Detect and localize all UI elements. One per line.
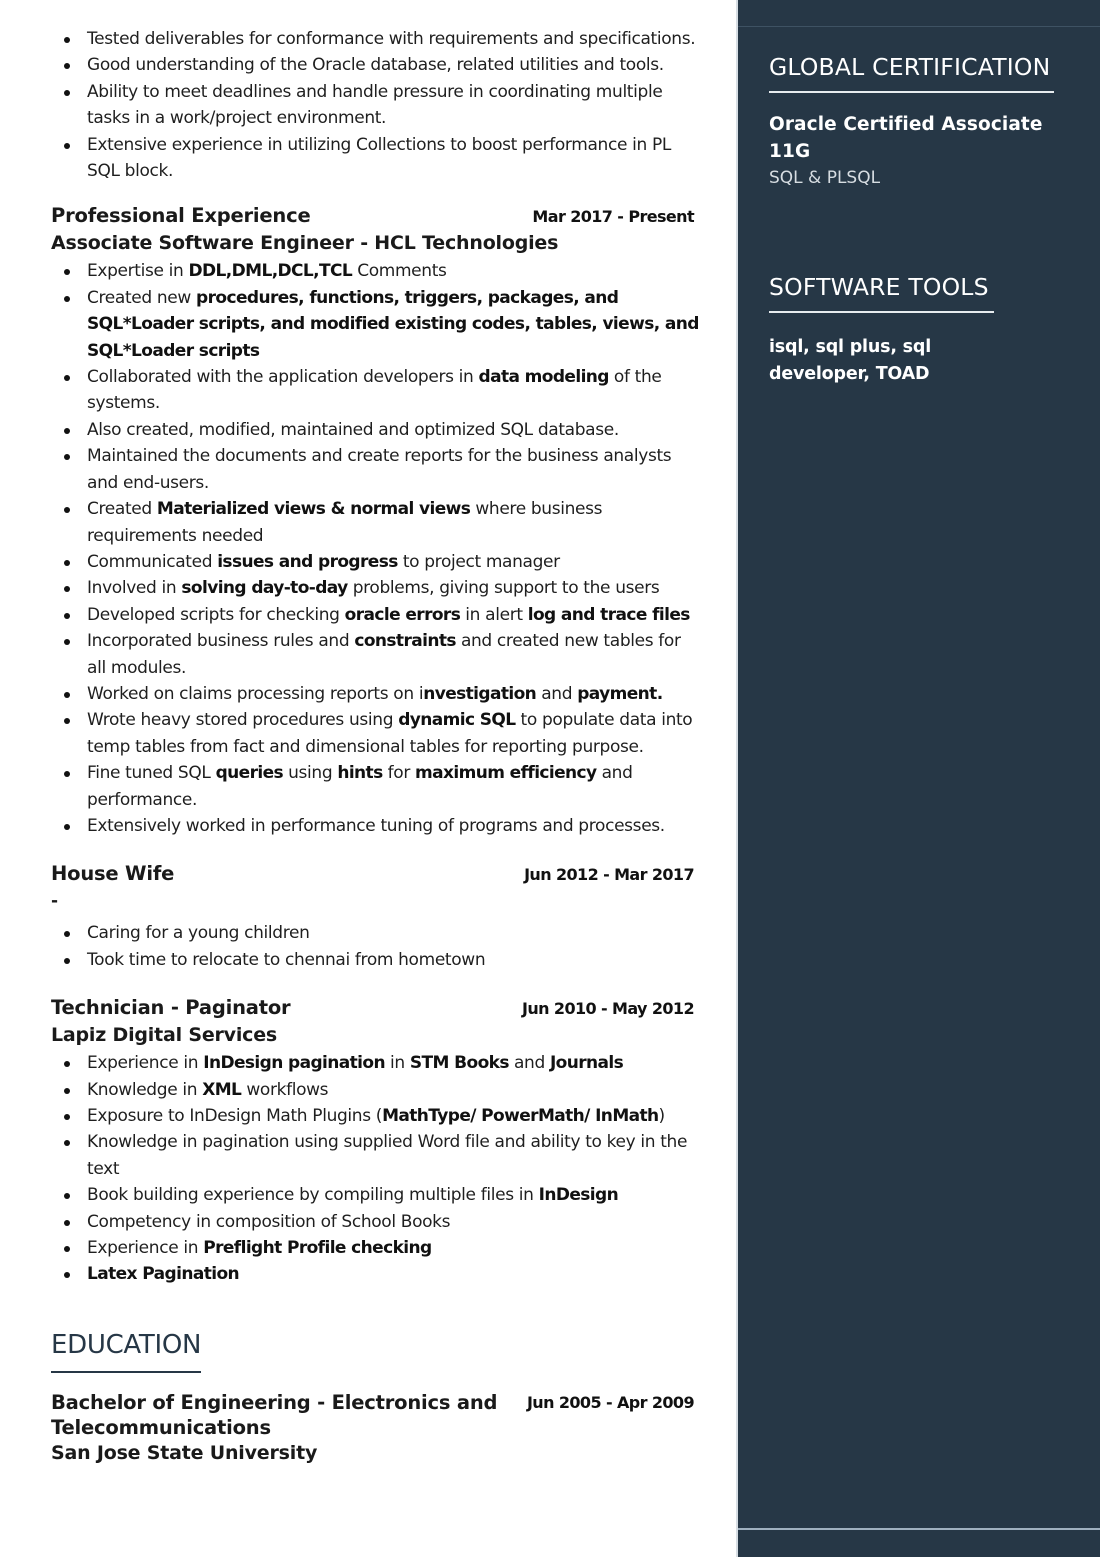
job-entry — [51, 203, 701, 839]
job-date: Jun 2012 - Mar 2017 — [524, 865, 694, 885]
emphasis: DDL,DML,DCL,TCL — [188, 261, 353, 282]
list-item: Incorporated business rules and constraints and created new tables for all modules. — [51, 628, 701, 681]
education-heading: EDUCATION — [51, 1329, 202, 1360]
list-item: Extensively worked in performance tuning of programs and processes. — [51, 813, 701, 839]
education-heading-rule — [51, 1371, 201, 1373]
emphasis: Materialized views & normal views — [156, 499, 471, 520]
page-seam — [738, 26, 1100, 27]
certification-section — [769, 52, 1054, 192]
job-entry — [51, 861, 701, 973]
education-date: Jun 2005 - Apr 2009 — [526, 1392, 694, 1412]
job-company: Associate Software Engineer - HCL Technologies — [51, 232, 559, 255]
software-tools-heading: SOFTWARE TOOLS — [769, 273, 989, 301]
emphasis: Journals — [549, 1053, 624, 1074]
emphasis: log and trace files — [527, 604, 690, 625]
certification-heading-rule — [769, 91, 1054, 93]
list-item: Fine tuned SQL queries using hints for maximum efficiency and performance. — [51, 760, 701, 813]
job-company: - — [51, 891, 59, 912]
list-item: Involved in solving day-to-day problems, giving support to the users — [51, 575, 701, 601]
emphasis: nvestigation — [423, 683, 537, 704]
emphasis: Preflight Profile checking — [203, 1238, 432, 1259]
emphasis: MathType/ PowerMath/ InMath — [382, 1106, 659, 1126]
certification-name: Oracle Certified Associate 11G — [769, 114, 1043, 162]
list-item: Wrote heavy stored procedures using dynamic SQL to populate data into temp tables from fact and dimensional tables for reporting purpose. — [51, 707, 701, 760]
job-title: House Wife — [51, 862, 175, 886]
emphasis: issues and progress — [217, 551, 398, 572]
list-item: Expertise in DDL,DML,DCL,TCL Comments — [51, 258, 701, 284]
emphasis: solving day-to-day — [181, 578, 348, 599]
emphasis: maximum efficiency — [415, 763, 597, 784]
emphasis: data modeling — [478, 367, 609, 388]
list-item: Worked on claims processing reports on investigation and payment. — [51, 681, 701, 707]
emphasis: Latex Pagination — [87, 1264, 240, 1285]
job-date: Mar 2017 - Present — [532, 207, 694, 227]
job-date: Jun 2010 - May 2012 — [522, 999, 694, 1019]
list-item: Good understanding of the Oracle database, related utilities and tools. — [51, 52, 701, 78]
list-item: Maintained the documents and create reports for the business analysts and end-users. — [51, 443, 701, 496]
list-item: Created Materialized views & normal views where business requirements needed — [51, 496, 701, 549]
job-company: Lapiz Digital Services — [51, 1024, 278, 1047]
list-item: Developed scripts for checking oracle errors in alert log and trace files — [51, 602, 701, 628]
list-item: Experience in InDesign pagination in STM Books and Journals — [51, 1050, 701, 1076]
list-item: Competency in composition of School Books — [51, 1209, 701, 1235]
emphasis: constraints — [354, 631, 456, 652]
emphasis: STM Books — [409, 1053, 509, 1074]
software-tools-list: isql, sql plus, sql developer, TOAD — [769, 337, 931, 384]
job-title: Technician - Paginator — [51, 996, 291, 1020]
list-item: Extensive experience in utilizing Collections to boost performance in PL SQL block. — [51, 132, 701, 185]
software-tools-body — [769, 312, 1029, 388]
emphasis: hints — [337, 763, 383, 784]
list-item: Communicated issues and progress to project manager — [51, 549, 701, 575]
emphasis: payment. — [577, 683, 663, 704]
job-header — [51, 995, 701, 1022]
main-column — [51, 26, 701, 1466]
list-item: Book building experience by compiling multiple files in InDesign — [51, 1182, 701, 1208]
summary-list — [51, 26, 701, 184]
job-bullets — [51, 258, 701, 839]
emphasis: XML — [202, 1079, 242, 1100]
education-entry — [51, 1390, 701, 1441]
job-bullets — [51, 1050, 701, 1288]
list-item: Exposure to InDesign Math Plugins (MathType/ PowerMath/ InMath) — [51, 1103, 701, 1129]
school-name: San Jose State University — [51, 1441, 318, 1464]
degree-title: Bachelor of Engineering - Electronics and Telecommunications — [51, 1390, 498, 1440]
certification-detail: SQL & PLSQL — [769, 168, 881, 188]
list-item: Knowledge in pagination using supplied Word file and ability to key in the text — [51, 1129, 701, 1182]
list-item: Caring for a young children — [51, 920, 701, 946]
emphasis: InDesign — [538, 1185, 619, 1206]
list-item: Also created, modified, maintained and optimized SQL database. — [51, 417, 701, 443]
emphasis: procedures, functions, triggers, packages, and SQL*Loader scripts, and modified existing codes, tables, views, and SQL*Loader scripts — [87, 287, 699, 361]
page-seam — [738, 1528, 1100, 1530]
emphasis: dynamic SQL — [398, 710, 516, 731]
job-header — [51, 203, 701, 230]
emphasis: InDesign pagination — [203, 1053, 385, 1074]
job-header — [51, 861, 701, 888]
list-item — [51, 1261, 701, 1287]
job-title: Professional Experience — [51, 204, 311, 228]
certification-heading: GLOBAL CERTIFICATION — [769, 53, 1051, 81]
list-item: Collaborated with the application developers in data modeling of the systems. — [51, 364, 701, 417]
job-entry — [51, 995, 701, 1288]
list-item: Ability to meet deadlines and handle pressure in coordinating multiple tasks in a work/project environment. — [51, 79, 701, 132]
list-item: Took time to relocate to chennai from hometown — [51, 947, 701, 973]
emphasis: queries — [215, 763, 284, 784]
list-item: Experience in Preflight Profile checking — [51, 1235, 701, 1261]
sidebar — [736, 0, 1100, 1557]
software-tools-section — [769, 272, 994, 313]
education-section — [51, 1328, 701, 1466]
list-item: Knowledge in XML workflows — [51, 1077, 701, 1103]
list-item: Created new procedures, functions, triggers, packages, and SQL*Loader scripts, and modified existing codes, tables, views, and SQL*Loader scripts — [51, 285, 701, 364]
list-item: Tested deliverables for conformance with requirements and specifications. — [51, 26, 701, 52]
emphasis: oracle errors — [344, 604, 461, 625]
experience-section — [51, 203, 701, 1287]
job-bullets — [51, 920, 701, 973]
